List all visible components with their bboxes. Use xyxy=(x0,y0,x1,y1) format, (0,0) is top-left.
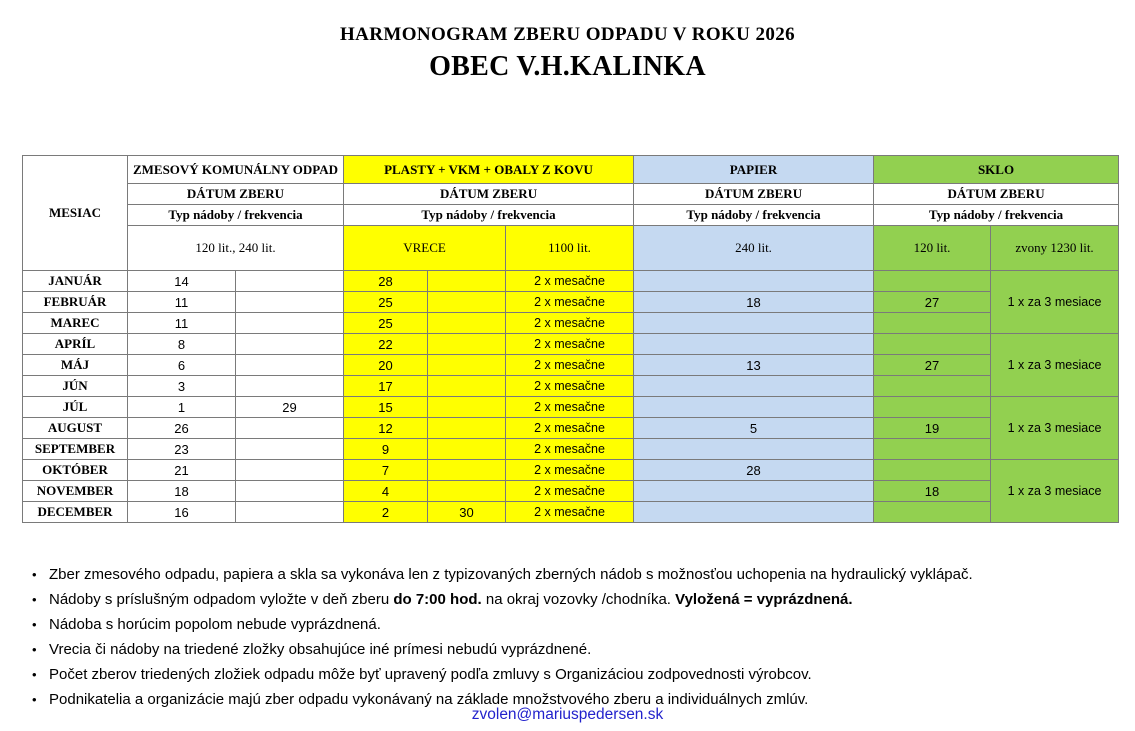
plasty-date-2-cell xyxy=(428,313,506,334)
table-row xyxy=(23,334,1119,355)
bullet-icon: • xyxy=(32,617,37,632)
plasty-date-1-cell: 7 xyxy=(344,460,428,481)
plasty-frequency-cell: 2 x mesačne xyxy=(506,292,634,313)
plasty-date-2-cell xyxy=(428,418,506,439)
papier-date-cell: 28 xyxy=(634,460,874,481)
zko-date-1-cell: 11 xyxy=(128,292,236,313)
plasty-date-2-cell xyxy=(428,334,506,355)
plasty-date-1-cell: 25 xyxy=(344,292,428,313)
plasty-frequency-cell: 2 x mesačne xyxy=(506,376,634,397)
table-row xyxy=(23,502,1119,523)
plasty-frequency-cell: 2 x mesačne xyxy=(506,334,634,355)
sklo-date-cell: 19 xyxy=(874,418,991,439)
papier-date-cell xyxy=(634,376,874,397)
zko-date-1-cell: 16 xyxy=(128,502,236,523)
schedule-body xyxy=(23,271,1119,523)
table-row xyxy=(23,376,1119,397)
sklo-date-cell: 27 xyxy=(874,292,991,313)
plasty-date-2-cell: 30 xyxy=(428,502,506,523)
month-cell: JANUÁR xyxy=(23,271,128,292)
table-row xyxy=(23,460,1119,481)
plasty-frequency-cell: 2 x mesačne xyxy=(506,481,634,502)
zko-date-1-cell: 8 xyxy=(128,334,236,355)
plasty-frequency-cell: 2 x mesačne xyxy=(506,502,634,523)
notes-list xyxy=(32,562,1102,712)
sklo-date-cell xyxy=(874,460,991,481)
bullet-icon: • xyxy=(32,567,37,582)
bullet-icon: • xyxy=(32,667,37,682)
plasty-date-2-cell xyxy=(428,376,506,397)
container-row xyxy=(23,226,1119,271)
month-cell: AUGUST xyxy=(23,418,128,439)
title-obec: OBEC V.H.KALINKA xyxy=(429,51,706,82)
month-cell: MAREC xyxy=(23,313,128,334)
table-row xyxy=(23,397,1119,418)
plasty-date-2-cell xyxy=(428,439,506,460)
plasty-date-1-cell: 2 xyxy=(344,502,428,523)
month-cell: JÚL xyxy=(23,397,128,418)
note-text: Vrecia či nádoby na triedené zložky obsahujúce iné prímesi nebudú vyprázdnené. xyxy=(49,641,592,658)
container-zmesovy: 120 lit., 240 lit. xyxy=(128,226,344,271)
sklo-date-cell xyxy=(874,313,991,334)
zko-date-2-cell xyxy=(236,313,344,334)
table-row xyxy=(23,271,1119,292)
zko-date-2-cell xyxy=(236,418,344,439)
group-header-plasty: PLASTY + VKM + OBALY Z KOVU xyxy=(344,156,634,184)
zko-date-2-cell xyxy=(236,334,344,355)
plasty-date-1-cell: 25 xyxy=(344,313,428,334)
table-row xyxy=(23,481,1119,502)
title-harmonogram: HARMONOGRAM ZBERU ODPADU V ROKU 2026 xyxy=(339,24,796,45)
zko-date-2-cell xyxy=(236,376,344,397)
month-cell: OKTÓBER xyxy=(23,460,128,481)
month-cell: SEPTEMBER xyxy=(23,439,128,460)
plasty-frequency-cell: 2 x mesačne xyxy=(506,313,634,334)
papier-date-cell xyxy=(634,502,874,523)
group-header-row xyxy=(23,156,1119,184)
container-plasty-vrece: VRECE xyxy=(344,226,506,271)
papier-date-cell xyxy=(634,271,874,292)
group-header-papier: PAPIER xyxy=(634,156,874,184)
table-row xyxy=(23,418,1119,439)
note-text: Podnikatelia a organizácie majú zber odpadu vykonávaný na základe množstvového zberu a individuálnych zmlúv. xyxy=(49,691,809,708)
zko-date-2-cell xyxy=(236,271,344,292)
container-papier-240: 240 lit. xyxy=(634,226,874,271)
typ-nadoby-row xyxy=(23,205,1119,226)
papier-date-cell: 5 xyxy=(634,418,874,439)
plasty-date-1-cell: 9 xyxy=(344,439,428,460)
table-row xyxy=(23,439,1119,460)
document-title xyxy=(0,24,1135,83)
container-sklo-120: 120 lit. xyxy=(874,226,991,271)
datum-zberu-row xyxy=(23,184,1119,205)
plasty-date-2-cell xyxy=(428,271,506,292)
note-text: Počet zberov triedených zložiek odpadu môže byť upravený podľa zmluvy s Organizáciou zodpovednosti výrobcov. xyxy=(49,666,812,683)
plasty-frequency-cell: 2 x mesačne xyxy=(506,271,634,292)
zko-date-1-cell: 6 xyxy=(128,355,236,376)
plasty-date-2-cell xyxy=(428,355,506,376)
month-cell: JÚN xyxy=(23,376,128,397)
zko-date-2-cell xyxy=(236,355,344,376)
month-cell: FEBRUÁR xyxy=(23,292,128,313)
datum-zberu-papier: DÁTUM ZBERU xyxy=(634,184,874,205)
month-cell: APRÍL xyxy=(23,334,128,355)
bullet-icon: • xyxy=(32,692,37,707)
sklo-date-cell xyxy=(874,376,991,397)
bullet-icon: • xyxy=(32,642,37,657)
typ-nadoby-sklo: Typ nádoby / frekvencia xyxy=(874,205,1119,226)
zko-date-1-cell: 1 xyxy=(128,397,236,418)
sklo-date-cell: 27 xyxy=(874,355,991,376)
zko-date-1-cell: 21 xyxy=(128,460,236,481)
note-item xyxy=(32,662,1102,687)
table-row xyxy=(23,313,1119,334)
datum-zberu-sklo: DÁTUM ZBERU xyxy=(874,184,1119,205)
plasty-date-1-cell: 12 xyxy=(344,418,428,439)
sklo-zvony-frequency-cell: 1 x za 3 mesiace xyxy=(991,460,1119,523)
sklo-date-cell xyxy=(874,397,991,418)
datum-zberu-zmesovy: DÁTUM ZBERU xyxy=(128,184,344,205)
zko-date-1-cell: 3 xyxy=(128,376,236,397)
container-sklo-zvony: zvony 1230 lit. xyxy=(991,226,1119,271)
plasty-date-2-cell xyxy=(428,481,506,502)
papier-date-cell xyxy=(634,481,874,502)
plasty-frequency-cell: 2 x mesačne xyxy=(506,397,634,418)
footer-email-row xyxy=(0,706,1135,724)
month-cell: MÁJ xyxy=(23,355,128,376)
note-text: Zber zmesového odpadu, papiera a skla sa vykonáva len z typizovaných zberných nádob s možnosťou uchopenia na hydraulický vyklápač. xyxy=(49,566,973,583)
datum-zberu-plasty: DÁTUM ZBERU xyxy=(344,184,634,205)
plasty-date-2-cell xyxy=(428,460,506,481)
note-text: Nádoby s príslušným odpadom vyložte v deň zberu do 7:00 hod. na okraj vozovky /chodníka. Vyložená = vyprázdnená. xyxy=(49,591,853,608)
zko-date-1-cell: 14 xyxy=(128,271,236,292)
typ-nadoby-plasty: Typ nádoby / frekvencia xyxy=(344,205,634,226)
zko-date-2-cell xyxy=(236,502,344,523)
sklo-date-cell xyxy=(874,334,991,355)
zko-date-2-cell xyxy=(236,439,344,460)
papier-date-cell xyxy=(634,397,874,418)
sklo-date-cell xyxy=(874,502,991,523)
note-item xyxy=(32,587,1102,612)
plasty-date-1-cell: 28 xyxy=(344,271,428,292)
note-item xyxy=(32,637,1102,662)
sklo-zvony-frequency-cell: 1 x za 3 mesiace xyxy=(991,334,1119,397)
zko-date-1-cell: 26 xyxy=(128,418,236,439)
plasty-date-2-cell xyxy=(428,292,506,313)
plasty-date-1-cell: 17 xyxy=(344,376,428,397)
papier-date-cell: 18 xyxy=(634,292,874,313)
plasty-frequency-cell: 2 x mesačne xyxy=(506,460,634,481)
zko-date-2-cell: 29 xyxy=(236,397,344,418)
zko-date-2-cell xyxy=(236,460,344,481)
papier-date-cell: 13 xyxy=(634,355,874,376)
zko-date-1-cell: 23 xyxy=(128,439,236,460)
table-row xyxy=(23,355,1119,376)
mesiac-header: MESIAC xyxy=(23,156,128,271)
container-plasty-1100: 1100 lit. xyxy=(506,226,634,271)
plasty-frequency-cell: 2 x mesačne xyxy=(506,355,634,376)
plasty-frequency-cell: 2 x mesačne xyxy=(506,439,634,460)
plasty-frequency-cell: 2 x mesačne xyxy=(506,418,634,439)
sklo-zvony-frequency-cell: 1 x za 3 mesiace xyxy=(991,271,1119,334)
waste-schedule-table xyxy=(22,155,1119,523)
plasty-date-1-cell: 4 xyxy=(344,481,428,502)
group-header-sklo: SKLO xyxy=(874,156,1119,184)
typ-nadoby-papier: Typ nádoby / frekvencia xyxy=(634,205,874,226)
papier-date-cell xyxy=(634,313,874,334)
note-text: Nádoba s horúcim popolom nebude vyprázdnená. xyxy=(49,616,381,633)
contact-email-link[interactable]: zvolen@mariuspedersen.sk xyxy=(471,706,664,723)
plasty-date-1-cell: 15 xyxy=(344,397,428,418)
plasty-date-1-cell: 20 xyxy=(344,355,428,376)
zko-date-1-cell: 18 xyxy=(128,481,236,502)
zko-date-2-cell xyxy=(236,481,344,502)
papier-date-cell xyxy=(634,334,874,355)
sklo-date-cell xyxy=(874,439,991,460)
group-header-zmesovy: ZMESOVÝ KOMUNÁLNY ODPAD xyxy=(128,156,344,184)
zko-date-2-cell xyxy=(236,292,344,313)
table-row xyxy=(23,292,1119,313)
month-cell: DECEMBER xyxy=(23,502,128,523)
typ-nadoby-zmesovy: Typ nádoby / frekvencia xyxy=(128,205,344,226)
papier-date-cell xyxy=(634,439,874,460)
zko-date-1-cell: 11 xyxy=(128,313,236,334)
note-item xyxy=(32,562,1102,587)
sklo-zvony-frequency-cell: 1 x za 3 mesiace xyxy=(991,397,1119,460)
plasty-date-1-cell: 22 xyxy=(344,334,428,355)
bullet-icon: • xyxy=(32,592,37,607)
sklo-date-cell: 18 xyxy=(874,481,991,502)
plasty-date-2-cell xyxy=(428,397,506,418)
sklo-date-cell xyxy=(874,271,991,292)
note-item xyxy=(32,612,1102,637)
month-cell: NOVEMBER xyxy=(23,481,128,502)
